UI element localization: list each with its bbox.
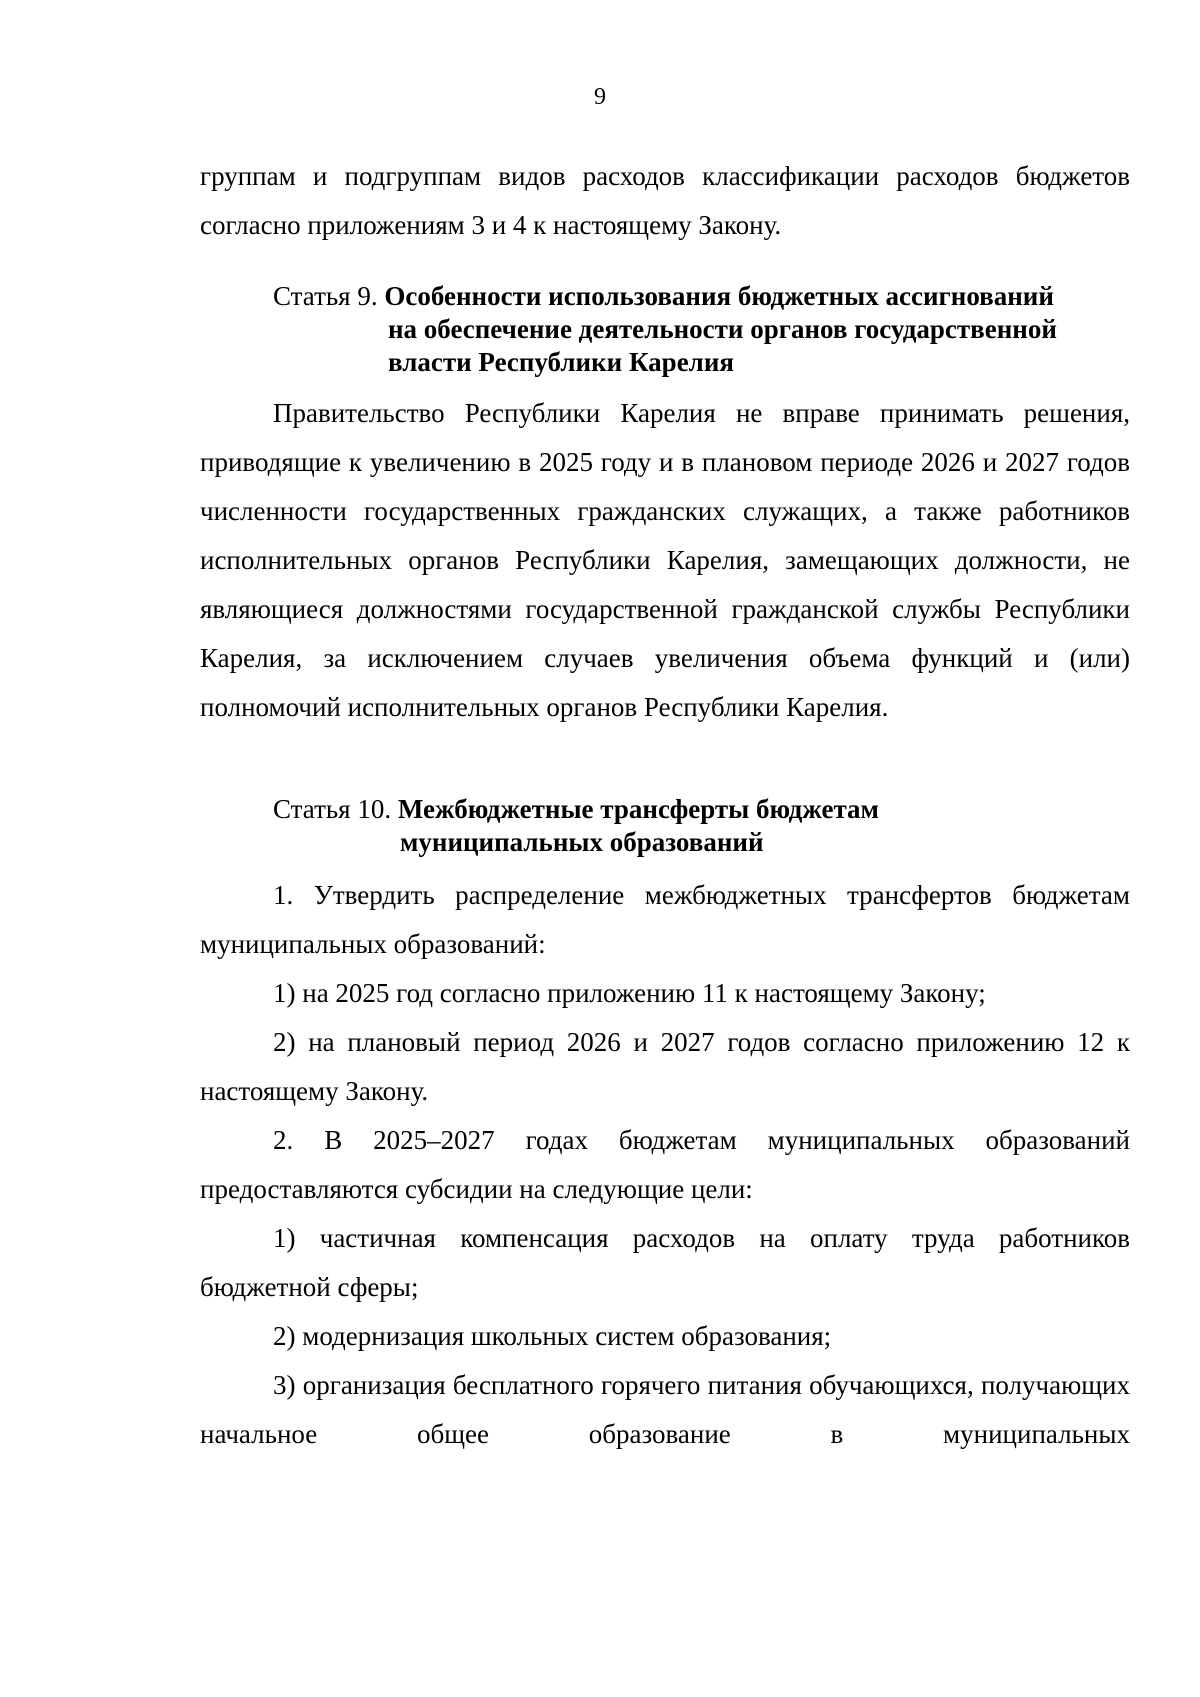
- article-10-item-2-1: 1) частичная компенсация расходов на оплату труда работников бюджетной сферы;: [200, 1223, 1130, 1302]
- article-10-heading: [273, 793, 879, 859]
- article-9-label: Статья 9.: [273, 281, 378, 311]
- article-10-title-line-1: Межбюджетные трансферты бюджетам: [397, 794, 879, 824]
- article-9-title-line-3: власти Республики Карелия: [388, 347, 734, 377]
- article-9-title-line-2: на обеспечение деятельности органов государственной: [388, 314, 1057, 344]
- article-10-paragraph-1: 1. Утвердить распределение межбюджетных трансфертов бюджетам муниципальных образований:: [200, 880, 1130, 959]
- article-9-heading: [273, 280, 1057, 379]
- article-10-item-1-1: 1) на 2025 год согласно приложению 11 к настоящему Закону;: [273, 978, 986, 1008]
- article-10-item-1-2: 2) на плановый период 2026 и 2027 годов согласно приложению 12 к настоящему Закону.: [200, 1027, 1130, 1106]
- page-number: 9: [594, 84, 606, 110]
- article-10-item-2-3: 3) организация бесплатного горячего питания обучающихся, получающих начальное общее образование в муниципальных: [200, 1370, 1130, 1449]
- article-10-item-2-2: 2) модернизация школьных систем образования;: [273, 1321, 832, 1351]
- article-9-body-block: [200, 389, 1130, 732]
- article-10-paragraph-2: 2. В 2025–2027 годах бюджетам муниципальных образований предоставляются субсидии на следующие цели:: [200, 1125, 1130, 1204]
- intro-paragraph-block: [200, 152, 1130, 250]
- article-10-title-line-2: муниципальных образований: [400, 827, 764, 857]
- article-9-title-line-1: Особенности использования бюджетных ассигнований: [384, 281, 1054, 311]
- intro-paragraph: группам и подгруппам видов расходов классификации расходов бюджетов согласно приложениям 3 и 4 к настоящему Закону.: [200, 161, 1130, 240]
- article-9-body: Правительство Республики Карелия не вправе принимать решения, приводящие к увеличению в 2025 году и в плановом периоде 2026 и 2027 годов численности государственных гражданских служащих, а также работников исполнительных органов Республики Карелия, замещающих должности, не являющиеся должностями государственной гражданской службы Республики Карелия, за исключением случаев увеличения объема функций и (или) полномочий исполнительных органов Республики Карелия.: [200, 398, 1130, 722]
- article-10-label: Статья 10.: [273, 794, 392, 824]
- article-10-body-block: [200, 871, 1130, 1459]
